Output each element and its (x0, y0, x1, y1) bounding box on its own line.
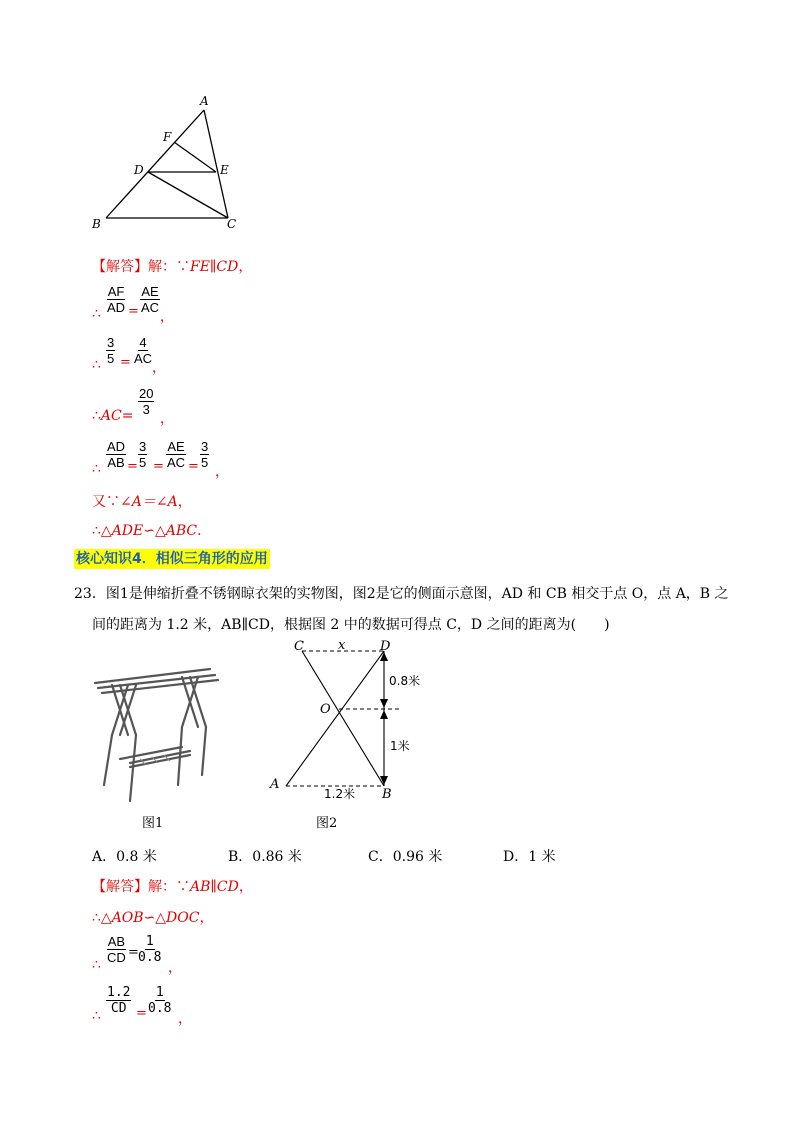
fig2-label-D: D (380, 639, 391, 654)
solution2-tag: 【解答】 (92, 879, 148, 895)
fraction-1-0.8: $\frac{1}{0.8}$ (138, 934, 162, 965)
therefore-symbol: ∴ (92, 957, 101, 973)
drying-rack-photo (90, 655, 220, 805)
solution1-intro: 【解答】解：∵FE∥CD， (92, 259, 253, 275)
label-F: F (163, 130, 172, 144)
fraction-ad-ab: $\frac{AD}{AB}$ (107, 439, 126, 470)
question23-line1: 23．图1是伸缩折叠不锈钢晾衣架的实物图，图2是它的侧面示意图，AD 和 CB 相交于点 O，点 A，B 之 (74, 586, 729, 602)
solution1-angle-line: 又∵∠A＝∠A， (92, 494, 192, 510)
option-c[interactable]: C．0.96 米 (368, 849, 443, 865)
option-d[interactable]: D．1 米 (503, 849, 556, 865)
label-B: B (92, 217, 101, 231)
fraction-ae-ac: $\frac{AE}{AC}$ (141, 284, 160, 315)
fig2-label-O: O (320, 702, 331, 717)
triangle-figure (80, 90, 250, 235)
fraction-20-3: $\frac{20}{3}$ (139, 386, 154, 417)
solution1-ac-value: ∴AC= (92, 408, 134, 424)
question23-line2: 间的距离为 1.2 米，AB∥CD，根据图 2 中的数据可得点 C，D 之间的距离为( ) (92, 617, 610, 633)
label-C: C (227, 217, 237, 231)
solution1-conclusion: ∴△ADE∽△ABC. (92, 523, 202, 539)
fig1-caption: 图1 (142, 816, 164, 831)
option-a[interactable]: A．0.8 米 (92, 849, 157, 865)
therefore-symbol: ∴ (92, 357, 101, 373)
therefore-symbol: ∴ (92, 1008, 101, 1024)
therefore-symbol: ∴ (92, 306, 101, 322)
fig2-label-B: B (382, 787, 392, 802)
fraction-ab-cd: $\frac{AB}{CD}$ (107, 934, 126, 965)
label-E: E (220, 163, 229, 177)
fraction-1.2-cd: $\frac{1.2}{CD}$ (107, 985, 131, 1016)
fraction-ae-ac: $\frac{AE}{AC}$ (167, 439, 186, 470)
fraction-3-5: $\frac{3}{5}$ (201, 439, 209, 470)
schematic-figure (262, 638, 442, 803)
fig2-label-x: x (338, 638, 346, 653)
fraction-3-5: $\frac{3}{5}$ (107, 335, 115, 366)
solution2-intro: 【解答】解：∵AB∥CD， (92, 879, 253, 895)
solution2-similar: ∴△AOB∽△DOC， (92, 910, 214, 926)
therefore-symbol: ∴ (92, 461, 101, 477)
fig2-label-C: C (294, 639, 304, 654)
fraction-3-5: $\frac{3}{5}$ (139, 439, 147, 470)
fig2-caption: 图2 (316, 816, 338, 831)
solution1-tag: 【解答】 (92, 259, 148, 275)
fig2-lower-length: 1米 (390, 739, 410, 753)
fig2-bottom-length: 1.2米 (324, 787, 356, 801)
label-D: D (134, 163, 144, 177)
fig2-upper-length: 0.8米 (389, 674, 421, 688)
option-b[interactable]: B．0.86 米 (228, 849, 302, 865)
fraction-1-0.8: $\frac{1}{0.8}$ (148, 985, 172, 1016)
fig2-label-A: A (270, 777, 280, 792)
fraction-af-ad: $\frac{AF}{AD}$ (107, 284, 126, 315)
label-A: A (200, 94, 209, 108)
section-heading: 核心知识4．相似三角形的应用 (76, 551, 268, 567)
fraction-4-ac: $\frac{4}{AC}$ (134, 335, 153, 366)
